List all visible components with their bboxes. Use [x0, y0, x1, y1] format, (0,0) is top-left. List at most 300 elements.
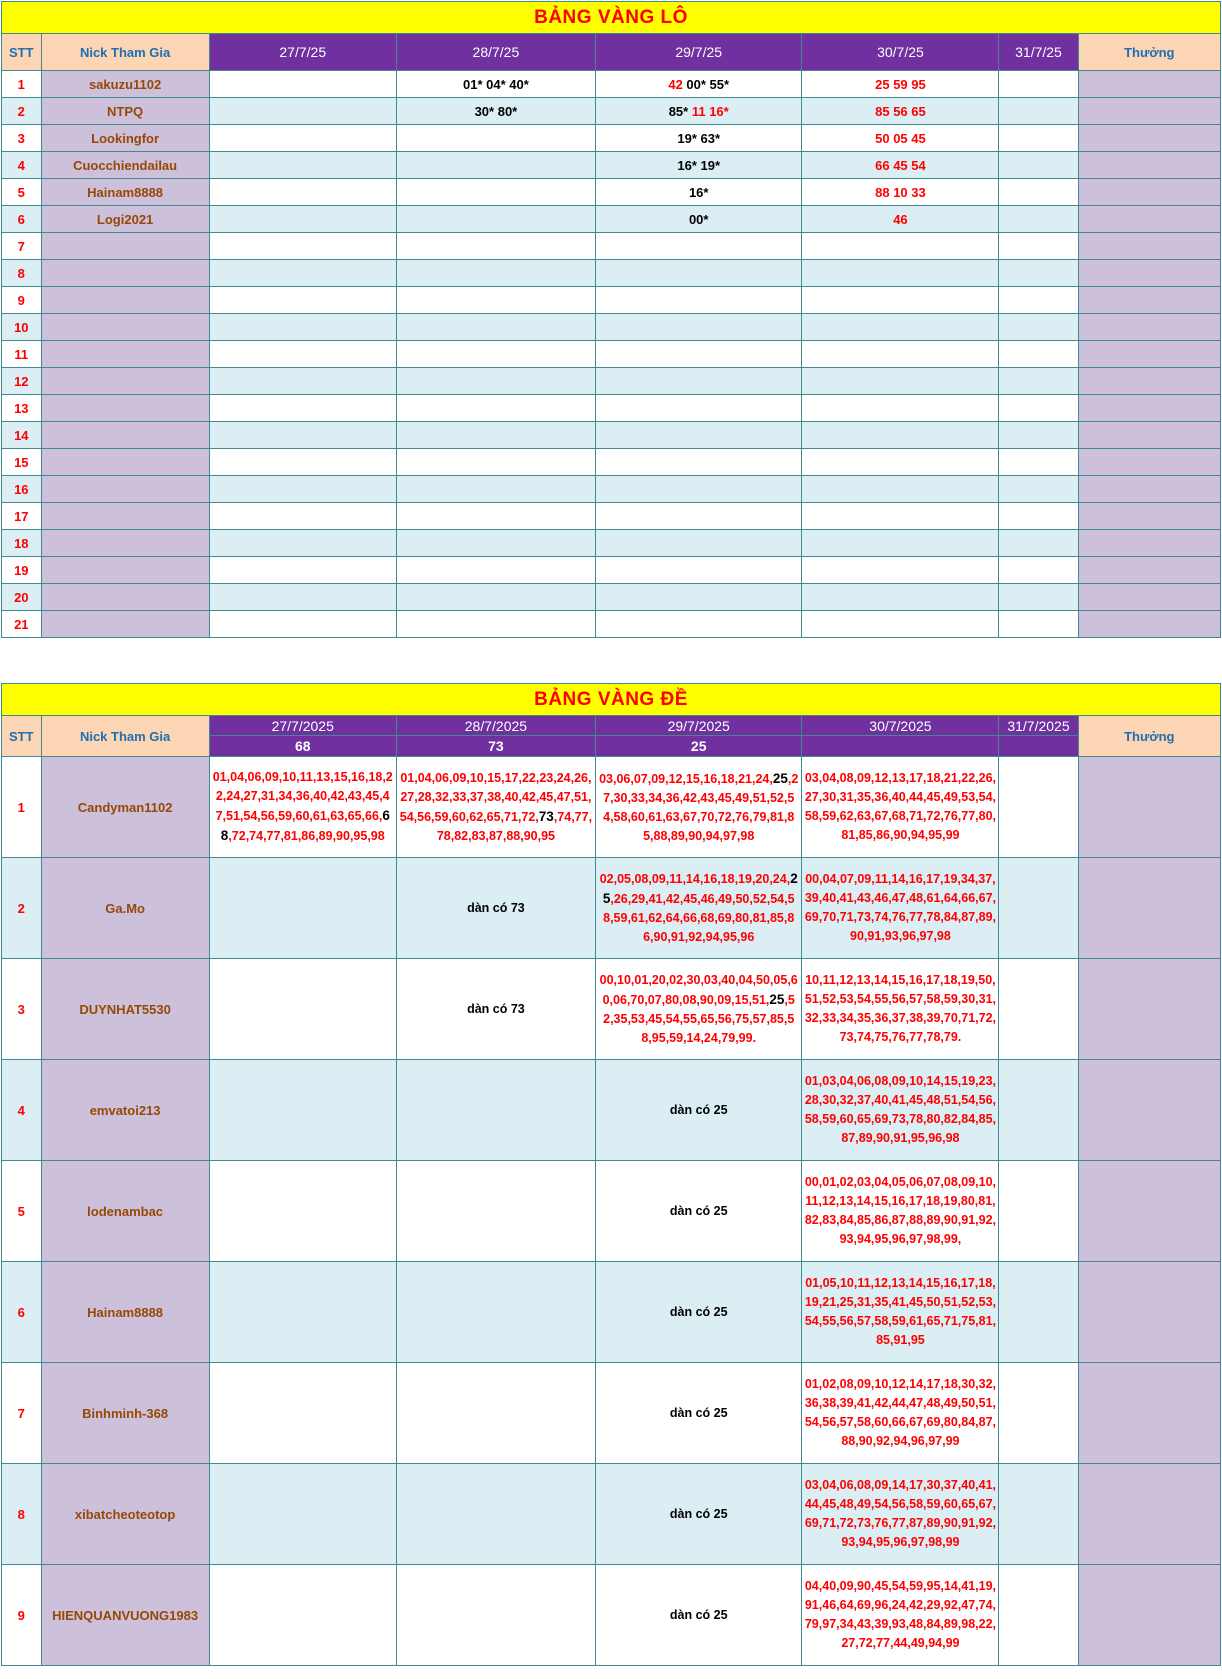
- entry-cell: [595, 959, 802, 1060]
- table-row: [2, 858, 1221, 959]
- nick-name: Cuocchiendailau: [41, 152, 209, 179]
- entry-cell: [595, 233, 802, 260]
- entry-numbers: [596, 131, 802, 146]
- row-number: 5: [2, 179, 42, 206]
- entry-cell: [999, 530, 1078, 557]
- table-row: [2, 757, 1221, 858]
- entry-cell: [595, 422, 802, 449]
- entry-numbers: [596, 1606, 802, 1625]
- entry-text: 00,10,01,20,02,30,03,40,04,50,05,60,06,70,07,80,08,90,09,15,51,: [599, 972, 798, 1007]
- entry-cell: [396, 1565, 595, 1666]
- nick-name: [41, 422, 209, 449]
- entry-text: 01* 04* 40*: [463, 76, 529, 92]
- entry-cell: [802, 395, 999, 422]
- entry-text: 00* 55*: [682, 76, 730, 92]
- entry-numbers: [596, 104, 802, 119]
- entry-numbers: [596, 77, 802, 92]
- entry-cell: [802, 422, 999, 449]
- entry-cell: [595, 858, 802, 959]
- entry-text: ,52,35,53,45,54,55,65,56,75,57,85,58,95,59,14,24,79,99.: [603, 992, 795, 1045]
- entry-cell: [802, 287, 999, 314]
- row-number: 8: [2, 260, 42, 287]
- entry-numbers: [397, 899, 595, 918]
- row-number: 19: [2, 557, 42, 584]
- entry-cell: [396, 1161, 595, 1262]
- row-number: 15: [2, 449, 42, 476]
- entry-cell: [802, 125, 999, 152]
- entry-cell: [396, 152, 595, 179]
- result-number: [802, 736, 999, 757]
- result-number: 68: [209, 736, 396, 757]
- nick-name: [41, 476, 209, 503]
- entry-cell: [396, 476, 595, 503]
- nick-name: Candyman1102: [41, 757, 209, 858]
- entry-text: 25: [769, 991, 785, 1007]
- row-number: 6: [2, 1262, 42, 1363]
- table-row: [2, 1565, 1221, 1666]
- date-header: 30/7/25: [802, 34, 999, 71]
- entry-cell: [999, 1363, 1078, 1464]
- table-row: [2, 503, 1221, 530]
- reward-cell: [1078, 1060, 1220, 1161]
- entry-cell: [595, 341, 802, 368]
- reward-cell: [1078, 959, 1220, 1060]
- entry-cell: [396, 341, 595, 368]
- reward-cell: [1078, 1363, 1220, 1464]
- entry-cell: [999, 757, 1078, 858]
- entry-cell: [209, 1565, 396, 1666]
- entry-text: dàn có 25: [669, 1203, 728, 1218]
- entry-cell: [802, 341, 999, 368]
- entry-cell: [396, 959, 595, 1060]
- entry-cell: [999, 557, 1078, 584]
- entry-cell: [209, 584, 396, 611]
- entry-cell: [999, 959, 1078, 1060]
- nick-name: [41, 584, 209, 611]
- entry-cell: [999, 179, 1078, 206]
- entry-cell: [999, 71, 1078, 98]
- nick-name: [41, 368, 209, 395]
- entry-cell: [396, 233, 595, 260]
- stt-header: STT: [2, 716, 42, 757]
- nick-name: DUYNHAT5530: [41, 959, 209, 1060]
- reward-cell: [1078, 530, 1220, 557]
- lo-title: BẢNG VÀNG LÔ: [2, 2, 1221, 34]
- nick-name: Ga.Mo: [41, 858, 209, 959]
- table-row: [2, 1161, 1221, 1262]
- entry-numbers: [210, 768, 396, 846]
- entry-cell: [999, 395, 1078, 422]
- entry-cell: [999, 476, 1078, 503]
- date-header: 27/7/25: [209, 34, 396, 71]
- nick-name: [41, 233, 209, 260]
- entry-numbers: [596, 1303, 802, 1322]
- entry-cell: [396, 260, 595, 287]
- entry-cell: [802, 858, 999, 959]
- entry-text: 10,11,12,13,14,15,16,17,18,19,50,51,52,53,54,55,56,57,58,59,30,31,32,33,34,35,36,37,38,39,70,71,72,73,74,75,76,77,78,79.: [804, 973, 997, 1044]
- entry-cell: [209, 287, 396, 314]
- entry-cell: [802, 152, 999, 179]
- entry-cell: [802, 503, 999, 530]
- entry-text: 04,40,09,90,45,54,59,95,14,41,19,91,46,64,69,96,24,42,29,92,47,74,79,97,34,43,39,93,48,84,89,98,22,27,72,77,44,49,94,99: [804, 1579, 997, 1650]
- nick-name: [41, 395, 209, 422]
- table-row: [2, 584, 1221, 611]
- entry-cell: [396, 611, 595, 638]
- stt-header: STT: [2, 34, 42, 71]
- entry-cell: [595, 1262, 802, 1363]
- lo-table: [1, 1, 1221, 638]
- entry-cell: [595, 314, 802, 341]
- table-row: [2, 368, 1221, 395]
- entry-cell: [595, 1060, 802, 1161]
- table-row: [2, 395, 1221, 422]
- nick-name: Binhminh-368: [41, 1363, 209, 1464]
- entry-cell: [396, 584, 595, 611]
- nick-name: lodenambac: [41, 1161, 209, 1262]
- entry-cell: [595, 757, 802, 858]
- entry-cell: [209, 71, 396, 98]
- date-header: 29/7/2025: [595, 716, 802, 736]
- entry-text: 01,04,06,09,10,11,13,15,16,18,22,24,27,31,34,36,40,42,43,45,47,51,54,56,59,60,61,63,65,66,: [212, 770, 393, 823]
- entry-numbers: [596, 1505, 802, 1524]
- entry-cell: [595, 557, 802, 584]
- entry-cell: [802, 1262, 999, 1363]
- table-row: [2, 152, 1221, 179]
- table-row: [2, 476, 1221, 503]
- entry-cell: [209, 530, 396, 557]
- entry-cell: [209, 1464, 396, 1565]
- entry-cell: [999, 152, 1078, 179]
- entry-cell: [802, 98, 999, 125]
- entry-cell: [595, 287, 802, 314]
- reward-cell: [1078, 341, 1220, 368]
- entry-cell: [999, 584, 1078, 611]
- entry-cell: [396, 1363, 595, 1464]
- row-number: 2: [2, 858, 42, 959]
- entry-cell: [999, 1161, 1078, 1262]
- entry-cell: [595, 1363, 802, 1464]
- entry-numbers: [802, 158, 998, 173]
- entry-numbers: [802, 971, 998, 1047]
- entry-numbers: [397, 1000, 595, 1019]
- entry-cell: [396, 1464, 595, 1565]
- nick-name: [41, 314, 209, 341]
- table-row: [2, 71, 1221, 98]
- nick-name: [41, 611, 209, 638]
- entry-text: 46: [893, 211, 908, 227]
- table-row: [2, 1464, 1221, 1565]
- result-number: 25: [595, 736, 802, 757]
- entry-numbers: [802, 870, 998, 946]
- entry-cell: [802, 260, 999, 287]
- nick-name: Hainam8888: [41, 1262, 209, 1363]
- entry-cell: [396, 422, 595, 449]
- entry-cell: [209, 341, 396, 368]
- date-header: 31/7/2025: [999, 716, 1078, 736]
- nick-name: [41, 260, 209, 287]
- entry-numbers: [397, 77, 595, 92]
- date-header: 27/7/2025: [209, 716, 396, 736]
- reward-cell: [1078, 757, 1220, 858]
- entry-numbers: [802, 1274, 998, 1350]
- entry-cell: [802, 449, 999, 476]
- entry-cell: [802, 611, 999, 638]
- entry-cell: [209, 959, 396, 1060]
- entry-text: ,74,77,78,82,83,87,88,90,95: [436, 809, 593, 843]
- entry-cell: [999, 314, 1078, 341]
- table-row: [2, 557, 1221, 584]
- entry-numbers: [397, 104, 595, 119]
- entry-cell: [209, 611, 396, 638]
- entry-cell: [595, 152, 802, 179]
- nick-name: xibatcheoteotop: [41, 1464, 209, 1565]
- entry-cell: [396, 314, 595, 341]
- reward-cell: [1078, 152, 1220, 179]
- entry-cell: [802, 206, 999, 233]
- entry-cell: [802, 233, 999, 260]
- row-number: 5: [2, 1161, 42, 1262]
- entry-text: 01,04,06,09,10,15,17,22,23,24,26,27,28,32,33,37,38,40,42,45,47,51,54,56,59,60,62,65,71,72,: [399, 770, 592, 824]
- nick-name: [41, 503, 209, 530]
- entry-numbers: [596, 1404, 802, 1423]
- table-row: [2, 611, 1221, 638]
- entry-cell: [999, 287, 1078, 314]
- entry-text: dàn có 25: [669, 1506, 728, 1521]
- entry-text: dàn có 25: [669, 1405, 728, 1420]
- entry-cell: [595, 503, 802, 530]
- reward-cell: [1078, 98, 1220, 125]
- row-number: 12: [2, 368, 42, 395]
- date-header: 28/7/2025: [396, 716, 595, 736]
- entry-cell: [999, 1464, 1078, 1565]
- entry-numbers: [596, 1202, 802, 1221]
- row-number: 10: [2, 314, 42, 341]
- entry-numbers: [596, 769, 802, 846]
- reward-cell: [1078, 260, 1220, 287]
- row-number: 2: [2, 98, 42, 125]
- entry-cell: [209, 152, 396, 179]
- nick-name: Hainam8888: [41, 179, 209, 206]
- entry-cell: [595, 611, 802, 638]
- entry-numbers: [596, 971, 802, 1048]
- entry-cell: [999, 1262, 1078, 1363]
- row-number: 14: [2, 422, 42, 449]
- entry-cell: [595, 1161, 802, 1262]
- nick-name: [41, 557, 209, 584]
- entry-cell: [209, 206, 396, 233]
- entry-cell: [595, 125, 802, 152]
- reward-cell: [1078, 71, 1220, 98]
- entry-cell: [802, 1363, 999, 1464]
- entry-cell: [802, 1060, 999, 1161]
- reward-cell: [1078, 206, 1220, 233]
- nick-name: emvatoi213: [41, 1060, 209, 1161]
- entry-text: 85*: [668, 103, 692, 119]
- entry-cell: [999, 98, 1078, 125]
- table-row: [2, 287, 1221, 314]
- row-number: 11: [2, 341, 42, 368]
- entry-text: 03,04,06,08,09,14,17,30,37,40,41,44,45,48,49,54,56,58,59,60,65,67,69,71,72,73,76,77,87,89,90,91,92,93,94,95,96,97,98,99: [804, 1478, 997, 1549]
- reward-header: Thưởng: [1078, 34, 1220, 71]
- table-row: [2, 1060, 1221, 1161]
- entry-text: 50 05 45: [875, 130, 926, 146]
- entry-cell: [209, 233, 396, 260]
- entry-numbers: [596, 1101, 802, 1120]
- entry-text: 00*: [688, 211, 709, 227]
- entry-cell: [396, 206, 595, 233]
- entry-numbers: [596, 158, 802, 173]
- entry-cell: [209, 368, 396, 395]
- row-number: 21: [2, 611, 42, 638]
- row-number: 3: [2, 959, 42, 1060]
- reward-cell: [1078, 125, 1220, 152]
- table-row: [2, 1262, 1221, 1363]
- reward-cell: [1078, 179, 1220, 206]
- entry-cell: [396, 71, 595, 98]
- entry-cell: [802, 179, 999, 206]
- entry-cell: [802, 959, 999, 1060]
- entry-numbers: [802, 1173, 998, 1249]
- entry-cell: [396, 125, 595, 152]
- entry-cell: [802, 1565, 999, 1666]
- table-row: [2, 341, 1221, 368]
- table-row: [2, 959, 1221, 1060]
- entry-cell: [396, 858, 595, 959]
- row-number: 13: [2, 395, 42, 422]
- entry-cell: [999, 503, 1078, 530]
- row-number: 3: [2, 125, 42, 152]
- reward-cell: [1078, 368, 1220, 395]
- entry-cell: [999, 233, 1078, 260]
- table-row: [2, 179, 1221, 206]
- entry-cell: [802, 1161, 999, 1262]
- table-row: [2, 449, 1221, 476]
- table-row: [2, 98, 1221, 125]
- entry-cell: [999, 368, 1078, 395]
- entry-cell: [209, 98, 396, 125]
- entry-cell: [396, 395, 595, 422]
- entry-cell: [209, 314, 396, 341]
- table-row: [2, 233, 1221, 260]
- entry-cell: [396, 757, 595, 858]
- reward-cell: [1078, 422, 1220, 449]
- entry-text: 66 45 54: [875, 157, 926, 173]
- entry-cell: [209, 503, 396, 530]
- entry-cell: [999, 125, 1078, 152]
- entry-text: 68: [220, 808, 390, 843]
- nick-header: Nick Tham Gia: [41, 716, 209, 757]
- entry-cell: [802, 530, 999, 557]
- row-number: 9: [2, 287, 42, 314]
- row-number: 4: [2, 1060, 42, 1161]
- entry-text: 25: [602, 871, 798, 906]
- entry-numbers: [802, 131, 998, 146]
- entry-cell: [209, 422, 396, 449]
- entry-cell: [999, 858, 1078, 959]
- nick-name: [41, 449, 209, 476]
- entry-text: 03,06,07,09,12,15,16,18,21,24,: [599, 771, 773, 786]
- entry-text: 25: [772, 770, 788, 786]
- entry-cell: [396, 503, 595, 530]
- entry-cell: [802, 314, 999, 341]
- nick-header: Nick Tham Gia: [41, 34, 209, 71]
- entry-numbers: [802, 212, 998, 227]
- entry-text: dàn có 73: [467, 1001, 525, 1016]
- entry-numbers: [596, 212, 802, 227]
- entry-cell: [595, 260, 802, 287]
- reward-cell: [1078, 287, 1220, 314]
- entry-cell: [396, 1262, 595, 1363]
- table-row: [2, 422, 1221, 449]
- reward-cell: [1078, 449, 1220, 476]
- entry-text: 25 59 95: [875, 76, 926, 92]
- row-number: 4: [2, 152, 42, 179]
- entry-cell: [595, 584, 802, 611]
- result-number: [999, 736, 1078, 757]
- entry-text: ,27,30,33,34,36,42,43,45,49,51,52,54,58,60,61,63,67,70,72,76,79,81,85,88,89,90,94,97,98: [603, 771, 799, 843]
- entry-text: 00,01,02,03,04,05,06,07,08,09,10,11,12,13,14,15,16,17,18,19,80,81,82,83,84,85,86,87,88,89,90,91,92,93,94,95,96,97,98,99,: [804, 1175, 997, 1246]
- entry-cell: [396, 368, 595, 395]
- entry-cell: [999, 611, 1078, 638]
- entry-cell: [209, 557, 396, 584]
- row-number: 7: [2, 233, 42, 260]
- nick-name: HIENQUANVUONG1983: [41, 1565, 209, 1666]
- entry-cell: [595, 1565, 802, 1666]
- row-number: 17: [2, 503, 42, 530]
- entry-cell: [209, 1262, 396, 1363]
- table-row: [2, 1363, 1221, 1464]
- reward-cell: [1078, 1262, 1220, 1363]
- entry-cell: [802, 584, 999, 611]
- entry-cell: [999, 206, 1078, 233]
- entry-numbers: [802, 1577, 998, 1653]
- entry-cell: [595, 98, 802, 125]
- entry-text: 88 10 33: [875, 184, 926, 200]
- entry-numbers: [802, 104, 998, 119]
- entry-cell: [396, 287, 595, 314]
- entry-cell: [802, 1464, 999, 1565]
- reward-cell: [1078, 1464, 1220, 1565]
- entry-text: ,72,74,77,81,86,89,90,95,98: [228, 829, 385, 843]
- nick-name: [41, 341, 209, 368]
- entry-text: 19* 63*: [677, 130, 721, 146]
- date-header: 31/7/25: [999, 34, 1078, 71]
- reward-cell: [1078, 314, 1220, 341]
- entry-cell: [209, 1161, 396, 1262]
- reward-header: Thưởng: [1078, 716, 1220, 757]
- entry-cell: [595, 179, 802, 206]
- entry-cell: [595, 395, 802, 422]
- entry-cell: [595, 1464, 802, 1565]
- nick-name: NTPQ: [41, 98, 209, 125]
- entry-text: 85 56 65: [875, 103, 926, 119]
- entry-cell: [209, 449, 396, 476]
- nick-name: [41, 287, 209, 314]
- table-row: [2, 125, 1221, 152]
- entry-text: 02,05,08,09,11,14,16,18,19,20,24,: [599, 872, 791, 886]
- entry-text: dàn có 73: [467, 900, 525, 915]
- entry-text: 16*: [688, 184, 709, 200]
- reward-cell: [1078, 611, 1220, 638]
- nick-name: [41, 530, 209, 557]
- row-number: 1: [2, 71, 42, 98]
- entry-text: 30* 80*: [474, 103, 518, 119]
- row-number: 8: [2, 1464, 42, 1565]
- entry-cell: [802, 368, 999, 395]
- reward-cell: [1078, 1161, 1220, 1262]
- entry-cell: [595, 449, 802, 476]
- date-header: 28/7/25: [396, 34, 595, 71]
